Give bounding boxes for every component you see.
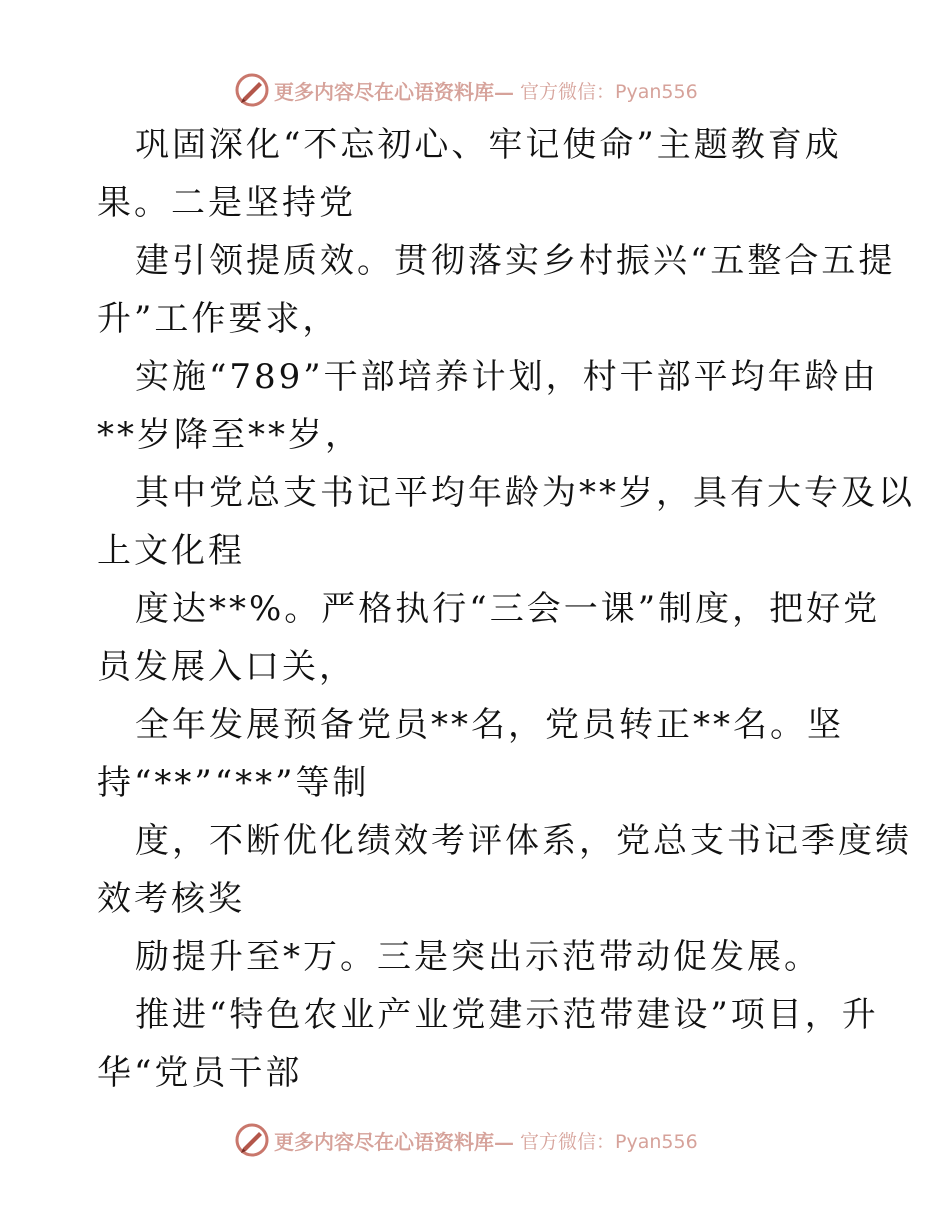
body-line: 推进“特色农业产业党建示范带建设”项目，升 — [135, 995, 879, 1035]
body-line: 果。二是坚持党 — [97, 183, 356, 223]
header-watermark-sub: 官方微信：Pyan556 — [520, 80, 698, 103]
body-line: 其中党总支书记平均年龄为**岁，具有大专及以 — [135, 473, 915, 513]
header-watermark-main: 更多内容尽在心语资料库— — [274, 79, 514, 104]
body-line: 实施“789”干部培养计划，村干部平均年龄由 — [135, 357, 879, 397]
body-line: 励提升至*万。三是突出示范带动促发展。 — [135, 937, 821, 977]
pen-logo-icon — [234, 1122, 270, 1158]
body-line: 持“**”“**”等制 — [97, 763, 370, 803]
body-line: 巩固深化“不忘初心、牢记使命”主题教育成 — [135, 125, 842, 165]
body-line: 度达**%。严格执行“三会一课”制度，把好党 — [135, 589, 881, 629]
body-line: 全年发展预备党员**名，党员转正**名。坚 — [135, 705, 844, 745]
body-line: 上文化程 — [97, 531, 245, 571]
body-line: 华“党员干部 — [97, 1053, 303, 1093]
document-body — [97, 116, 915, 1102]
footer-watermark-sub: 官方微信：Pyan556 — [520, 1130, 698, 1153]
body-line: 建引领提质效。贯彻落实乡村振兴“五整合五提 — [135, 241, 896, 281]
body-line: **岁降至**岁， — [97, 415, 362, 455]
body-line: 员发展入口关， — [97, 647, 356, 687]
footer-watermark-main: 更多内容尽在心语资料库— — [274, 1129, 514, 1154]
header-watermark — [234, 70, 698, 110]
footer-watermark — [234, 1120, 698, 1160]
body-line: 升”工作要求， — [97, 299, 340, 339]
pen-logo-icon — [234, 72, 270, 108]
body-line: 效考核奖 — [97, 879, 245, 919]
body-line: 度，不断优化绩效考评体系，党总支书记季度绩 — [135, 821, 912, 861]
